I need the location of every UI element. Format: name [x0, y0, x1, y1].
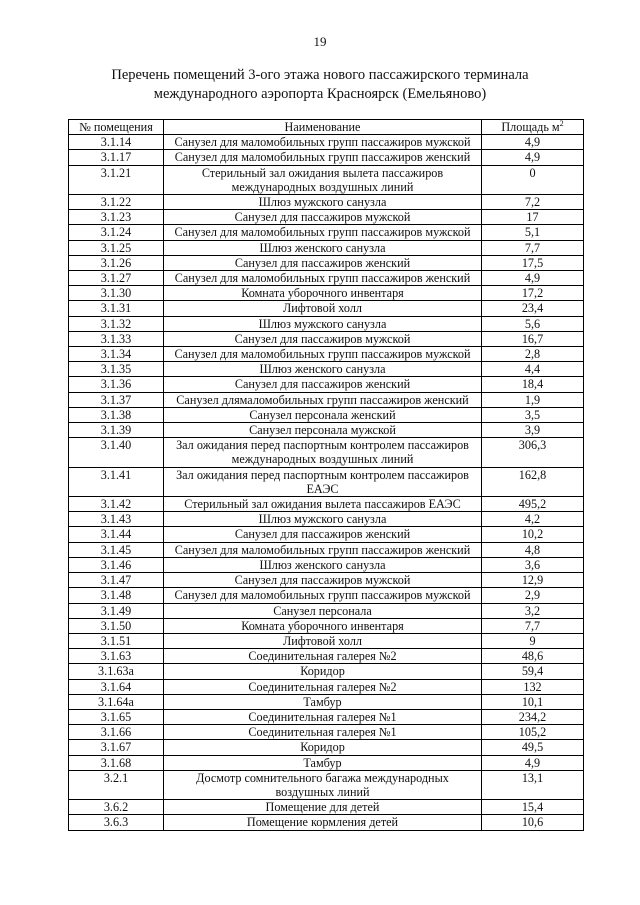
header-room-area — [482, 120, 584, 135]
cell-room-name: Лифтовой холл — [164, 301, 482, 316]
cell-room-number: 3.1.51 — [69, 633, 164, 648]
cell-room-number: 3.1.32 — [69, 316, 164, 331]
cell-room-name: Соединительная галерея №2 — [164, 679, 482, 694]
table-header-row — [69, 120, 584, 135]
document-title-line-2: международного аэропорта Красноярск (Емельяново) — [153, 86, 487, 102]
table-row — [69, 815, 584, 830]
cell-room-area: 306,3 — [482, 438, 584, 467]
cell-room-area: 17 — [482, 210, 584, 225]
cell-room-area: 4,8 — [482, 542, 584, 557]
table-row — [69, 135, 584, 150]
cell-room-number: 3.1.63а — [69, 664, 164, 679]
cell-room-area: 9 — [482, 633, 584, 648]
cell-room-name: Комната уборочного инвентаря — [164, 286, 482, 301]
cell-room-area: 3,5 — [482, 407, 584, 422]
cell-room-name: Тамбур — [164, 694, 482, 709]
document-title — [0, 66, 640, 104]
table-row — [69, 255, 584, 270]
cell-room-number: 3.1.37 — [69, 392, 164, 407]
cell-room-number: 3.1.47 — [69, 573, 164, 588]
cell-room-number: 3.1.40 — [69, 438, 164, 467]
header-room-name: Наименование — [164, 120, 482, 135]
cell-room-number: 3.1.36 — [69, 377, 164, 392]
cell-room-name: Санузел для пассажиров мужской — [164, 573, 482, 588]
cell-room-number: 3.1.46 — [69, 557, 164, 572]
cell-room-area: 132 — [482, 679, 584, 694]
cell-room-area: 48,6 — [482, 649, 584, 664]
cell-room-name: Шлюз мужского санузла — [164, 512, 482, 527]
cell-room-number: 3.1.66 — [69, 725, 164, 740]
cell-room-name: Соединительная галерея №1 — [164, 725, 482, 740]
document-title-line-1: Перечень помещений 3-ого этажа нового пассажирского терминала — [111, 67, 529, 83]
table-row — [69, 347, 584, 362]
cell-room-name: Санузел для пассажиров мужской — [164, 331, 482, 346]
cell-room-name: Коридор — [164, 664, 482, 679]
cell-room-area: 16,7 — [482, 331, 584, 346]
cell-room-number: 3.1.26 — [69, 255, 164, 270]
table-row — [69, 588, 584, 603]
cell-room-number: 3.6.2 — [69, 800, 164, 815]
table-row — [69, 709, 584, 724]
cell-room-name: Шлюз мужского санузла — [164, 195, 482, 210]
cell-room-area: 3,6 — [482, 557, 584, 572]
table-row — [69, 195, 584, 210]
cell-room-number: 3.1.50 — [69, 618, 164, 633]
table-row — [69, 286, 584, 301]
cell-room-name: Санузел длямаломобильных групп пассажиров женский — [164, 392, 482, 407]
cell-room-number: 3.1.41 — [69, 467, 164, 496]
table-row — [69, 603, 584, 618]
cell-room-area: 13,1 — [482, 770, 584, 799]
cell-room-name: Санузел для пассажиров женский — [164, 255, 482, 270]
table-row — [69, 740, 584, 755]
table-row — [69, 557, 584, 572]
table-row — [69, 649, 584, 664]
cell-room-area: 12,9 — [482, 573, 584, 588]
cell-room-number: 3.1.39 — [69, 423, 164, 438]
cell-room-number: 3.1.24 — [69, 225, 164, 240]
rooms-table — [68, 119, 584, 831]
cell-room-area: 49,5 — [482, 740, 584, 755]
table-row — [69, 407, 584, 422]
table-row — [69, 362, 584, 377]
cell-room-number: 3.1.23 — [69, 210, 164, 225]
table-row — [69, 301, 584, 316]
cell-room-number: 3.1.65 — [69, 709, 164, 724]
table-row — [69, 618, 584, 633]
cell-room-area: 23,4 — [482, 301, 584, 316]
cell-room-area: 4,2 — [482, 512, 584, 527]
cell-room-area: 18,4 — [482, 377, 584, 392]
cell-room-number: 3.1.35 — [69, 362, 164, 377]
cell-room-name: Помещение кормления детей — [164, 815, 482, 830]
cell-room-number: 3.1.30 — [69, 286, 164, 301]
cell-room-area: 59,4 — [482, 664, 584, 679]
cell-room-number: 3.1.64 — [69, 679, 164, 694]
cell-room-number: 3.1.38 — [69, 407, 164, 422]
cell-room-name: Соединительная галерея №1 — [164, 709, 482, 724]
cell-room-name: Стерильный зал ожидания вылета пассажиров международных воздушных линий — [164, 165, 482, 194]
cell-room-area: 2,9 — [482, 588, 584, 603]
table-row — [69, 497, 584, 512]
cell-room-area: 15,4 — [482, 800, 584, 815]
cell-room-name: Зал ожидания перед паспортным контролем пассажиров ЕАЭС — [164, 467, 482, 496]
table-row — [69, 377, 584, 392]
cell-room-area: 4,9 — [482, 271, 584, 286]
cell-room-number: 3.1.68 — [69, 755, 164, 770]
table-row — [69, 542, 584, 557]
cell-room-area: 10,1 — [482, 694, 584, 709]
cell-room-name: Санузел для маломобильных групп пассажиров мужской — [164, 347, 482, 362]
table-row — [69, 438, 584, 467]
cell-room-number: 3.1.42 — [69, 497, 164, 512]
table-row — [69, 392, 584, 407]
cell-room-name: Санузел для маломобильных групп пассажиров женский — [164, 150, 482, 165]
table-row — [69, 527, 584, 542]
table-row — [69, 770, 584, 799]
table-row — [69, 225, 584, 240]
cell-room-name: Санузел персонала женский — [164, 407, 482, 422]
cell-room-area: 105,2 — [482, 725, 584, 740]
cell-room-name: Шлюз женского санузла — [164, 240, 482, 255]
cell-room-area: 17,2 — [482, 286, 584, 301]
header-room-area-label: Площадь м — [501, 120, 560, 134]
table-row — [69, 316, 584, 331]
cell-room-area: 4,9 — [482, 755, 584, 770]
cell-room-area: 7,7 — [482, 240, 584, 255]
cell-room-number: 3.1.67 — [69, 740, 164, 755]
cell-room-area: 162,8 — [482, 467, 584, 496]
cell-room-area: 7,2 — [482, 195, 584, 210]
header-area-superscript: 2 — [559, 119, 564, 128]
table-row — [69, 694, 584, 709]
cell-room-name: Санузел для маломобильных групп пассажиров женский — [164, 271, 482, 286]
table-row — [69, 165, 584, 194]
cell-room-number: 3.1.33 — [69, 331, 164, 346]
cell-room-number: 3.1.45 — [69, 542, 164, 557]
page-number: 19 — [313, 34, 327, 49]
cell-room-name: Шлюз женского санузла — [164, 362, 482, 377]
cell-room-name: Санузел персонала мужской — [164, 423, 482, 438]
table-row — [69, 633, 584, 648]
cell-room-number: 3.6.3 — [69, 815, 164, 830]
cell-room-number: 3.1.49 — [69, 603, 164, 618]
cell-room-number: 3.1.17 — [69, 150, 164, 165]
cell-room-area: 4,9 — [482, 150, 584, 165]
cell-room-area: 4,4 — [482, 362, 584, 377]
table-row — [69, 210, 584, 225]
table-row — [69, 150, 584, 165]
cell-room-number: 3.1.21 — [69, 165, 164, 194]
cell-room-name: Соединительная галерея №2 — [164, 649, 482, 664]
cell-room-number: 3.1.27 — [69, 271, 164, 286]
cell-room-area: 10,2 — [482, 527, 584, 542]
cell-room-number: 3.1.43 — [69, 512, 164, 527]
cell-room-name: Санузел для маломобильных групп пассажиров мужской — [164, 225, 482, 240]
cell-room-number: 3.1.48 — [69, 588, 164, 603]
cell-room-name: Лифтовой холл — [164, 633, 482, 648]
cell-room-name: Комната уборочного инвентаря — [164, 618, 482, 633]
cell-room-number: 3.1.25 — [69, 240, 164, 255]
cell-room-name: Санузел для пассажиров мужской — [164, 210, 482, 225]
cell-room-name: Санузел для пассажиров женский — [164, 527, 482, 542]
cell-room-area: 0 — [482, 165, 584, 194]
table-row — [69, 512, 584, 527]
header-room-number: № помещения — [69, 120, 164, 135]
cell-room-area: 495,2 — [482, 497, 584, 512]
cell-room-number: 3.1.31 — [69, 301, 164, 316]
cell-room-area: 1,9 — [482, 392, 584, 407]
cell-room-name: Стерильный зал ожидания вылета пассажиров ЕАЭС — [164, 497, 482, 512]
table-row — [69, 467, 584, 496]
cell-room-area: 10,6 — [482, 815, 584, 830]
rooms-table-body — [69, 135, 584, 830]
table-row — [69, 725, 584, 740]
cell-room-area: 2,8 — [482, 347, 584, 362]
cell-room-area: 234,2 — [482, 709, 584, 724]
cell-room-number: 3.1.63 — [69, 649, 164, 664]
cell-room-name: Шлюз мужского санузла — [164, 316, 482, 331]
cell-room-number: 3.2.1 — [69, 770, 164, 799]
cell-room-area: 4,9 — [482, 135, 584, 150]
table-row — [69, 664, 584, 679]
table-row — [69, 800, 584, 815]
cell-room-name: Помещение для детей — [164, 800, 482, 815]
cell-room-number: 3.1.34 — [69, 347, 164, 362]
cell-room-area: 3,9 — [482, 423, 584, 438]
cell-room-number: 3.1.22 — [69, 195, 164, 210]
table-row — [69, 423, 584, 438]
cell-room-name: Санузел для маломобильных групп пассажиров женский — [164, 542, 482, 557]
cell-room-number: 3.1.44 — [69, 527, 164, 542]
cell-room-name: Тамбур — [164, 755, 482, 770]
cell-room-area: 3,2 — [482, 603, 584, 618]
table-row — [69, 240, 584, 255]
cell-room-name: Зал ожидания перед паспортным контролем пассажиров международных воздушных линий — [164, 438, 482, 467]
cell-room-name: Досмотр сомнительного багажа международных воздушных линий — [164, 770, 482, 799]
table-row — [69, 755, 584, 770]
cell-room-number: 3.1.14 — [69, 135, 164, 150]
cell-room-area: 5,1 — [482, 225, 584, 240]
cell-room-area: 7,7 — [482, 618, 584, 633]
cell-room-number: 3.1.64а — [69, 694, 164, 709]
table-row — [69, 271, 584, 286]
cell-room-name: Коридор — [164, 740, 482, 755]
cell-room-name: Санузел для маломобильных групп пассажиров мужской — [164, 135, 482, 150]
cell-room-name: Санузел для пассажиров женский — [164, 377, 482, 392]
table-row — [69, 573, 584, 588]
cell-room-name: Шлюз женского санузла — [164, 557, 482, 572]
cell-room-name: Санузел персонала — [164, 603, 482, 618]
table-row — [69, 679, 584, 694]
table-row — [69, 331, 584, 346]
cell-room-area: 5,6 — [482, 316, 584, 331]
cell-room-area: 17,5 — [482, 255, 584, 270]
cell-room-name: Санузел для маломобильных групп пассажиров мужской — [164, 588, 482, 603]
